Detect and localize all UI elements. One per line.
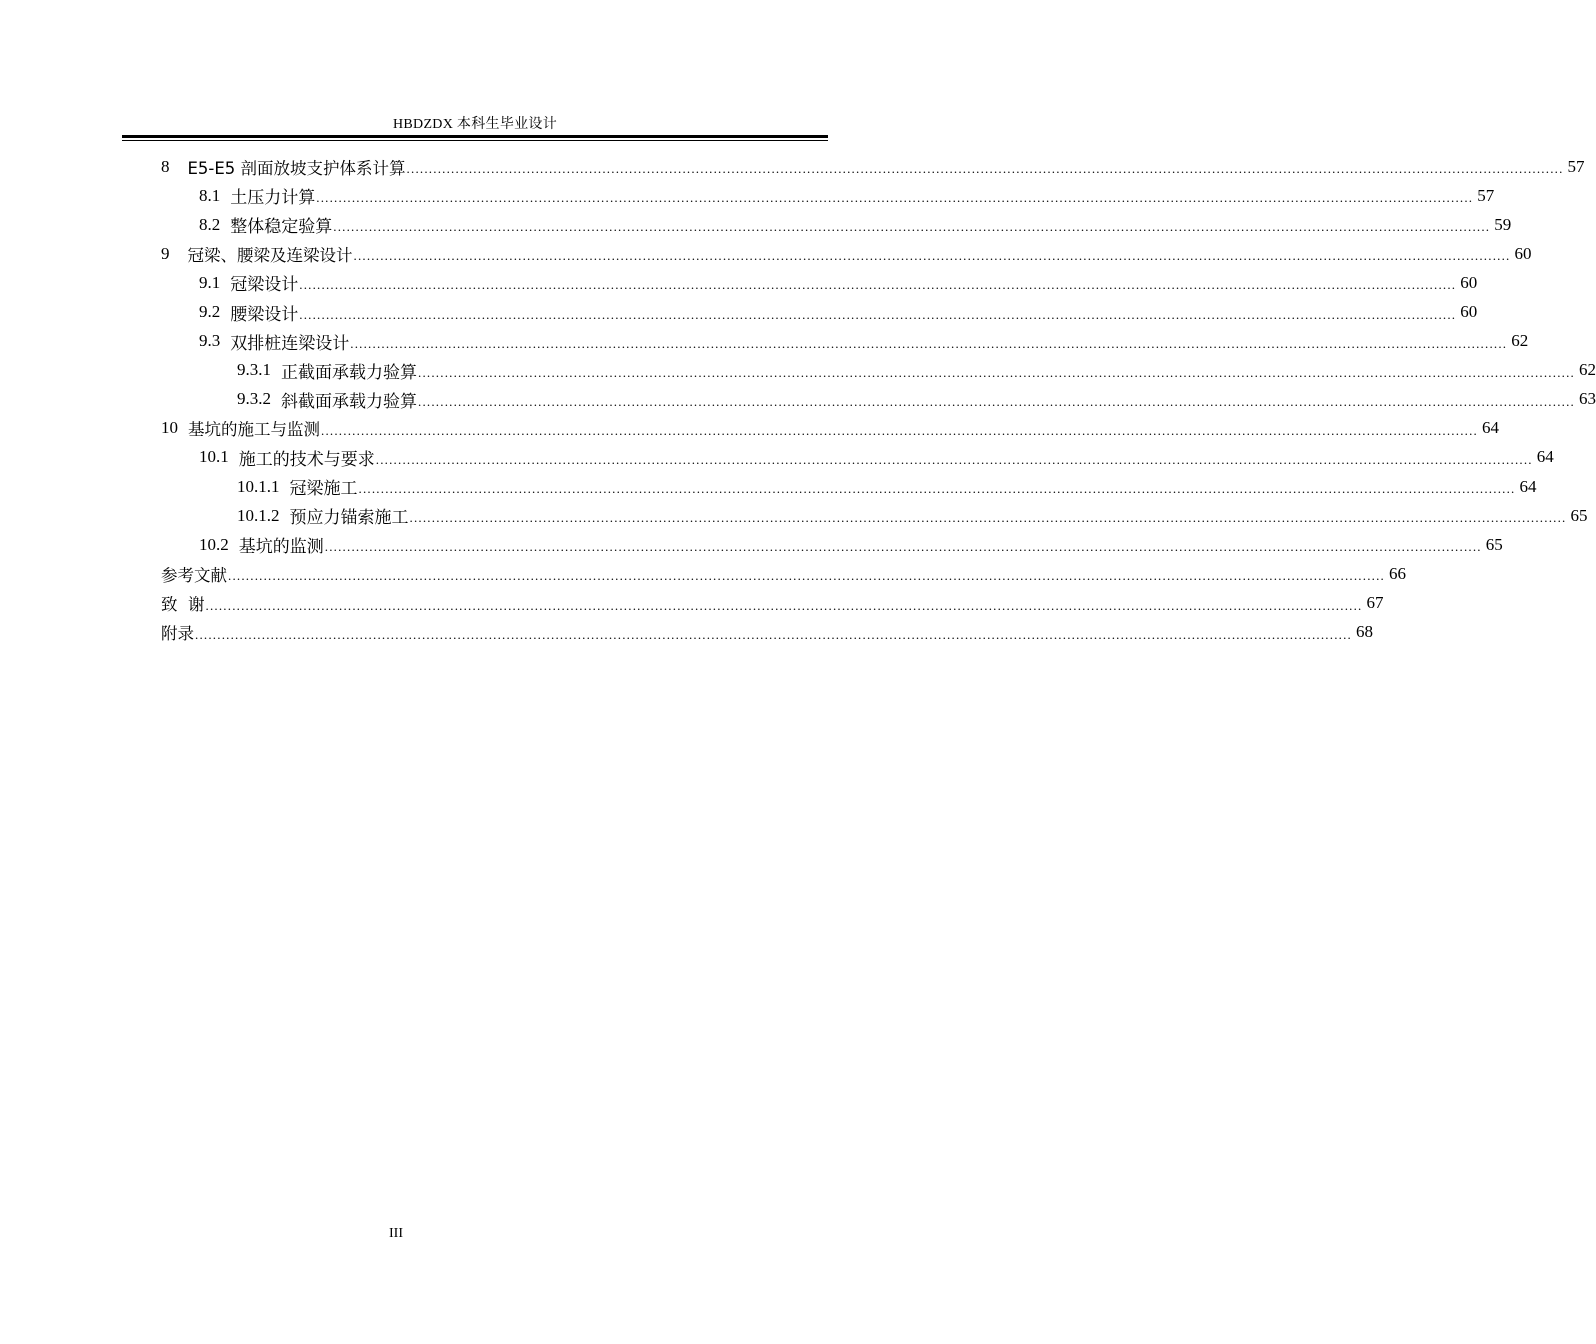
toc-entry[interactable] bbox=[161, 414, 1499, 443]
header-rule-thick bbox=[122, 135, 828, 138]
toc-entry-label: 冠梁、腰梁及连梁设计 bbox=[187, 245, 353, 265]
toc-entry-page: 60 bbox=[1460, 302, 1478, 322]
toc-entry[interactable] bbox=[161, 327, 1529, 356]
toc-entry-page: 60 bbox=[1514, 243, 1532, 263]
toc-entry-number: 8 bbox=[161, 156, 170, 176]
toc-entry-page: 64 bbox=[1482, 418, 1499, 438]
toc-entry-number: 10.1.2 bbox=[237, 505, 280, 525]
toc-entry-label: 整体稳定验算 bbox=[230, 217, 333, 237]
toc-entry[interactable] bbox=[161, 618, 1373, 647]
toc-entry-label: 土压力计算 bbox=[230, 188, 316, 208]
toc-entry-page: 65 bbox=[1485, 534, 1503, 554]
toc-entry-page: 57 bbox=[1567, 156, 1585, 176]
toc-leader-dots: .................................................................................................................................................................................................................................................................... bbox=[316, 190, 1474, 206]
toc-entry-page: 64 bbox=[1536, 447, 1554, 467]
toc-leader-dots: .................................................................................................................................................................................................................................................................... bbox=[350, 335, 1508, 351]
toc-entry-label: E5-E5 剖面放坡支护体系计算 bbox=[187, 158, 406, 178]
toc-entry-label: 施工的技术与要求 bbox=[238, 449, 375, 469]
toc-leader-dots: .................................................................................................................................................................................................................................................................... bbox=[358, 481, 1516, 497]
toc-entry-page: 66 bbox=[1389, 563, 1406, 583]
page-number: III bbox=[389, 1226, 403, 1241]
toc-entry[interactable] bbox=[161, 356, 1596, 385]
toc-entry-page: 64 bbox=[1519, 476, 1537, 496]
toc-leader-dots: .................................................................................................................................................................................................................................................................... bbox=[299, 306, 1457, 322]
toc-entry-number: 10.1.1 bbox=[237, 476, 280, 496]
toc-entry-number: 9.2 bbox=[199, 302, 221, 322]
header-rule-thin bbox=[122, 140, 828, 141]
toc-leader-dots: .................................................................................................................................................................................................................................................................... bbox=[406, 161, 1564, 177]
toc-leader-dots: .................................................................................................................................................................................................................................................................... bbox=[321, 422, 1478, 438]
toc-entry-label: 斜截面承载力验算 bbox=[281, 391, 417, 411]
toc-entry[interactable] bbox=[161, 501, 1588, 530]
toc-entry-label: 正截面承载力验算 bbox=[281, 362, 417, 382]
toc-entry-number: 8.2 bbox=[199, 214, 221, 234]
toc-leader-dots: .................................................................................................................................................................................................................................................................... bbox=[409, 510, 1567, 526]
toc-entry[interactable] bbox=[161, 472, 1537, 501]
toc-entry-label: 双排桩连梁设计 bbox=[230, 333, 350, 353]
toc-leader-dots: .................................................................................................................................................................................................................................................................... bbox=[353, 248, 1511, 264]
toc-entry[interactable] bbox=[161, 443, 1554, 472]
toc-entry-number: 9.3.2 bbox=[237, 389, 271, 409]
page-header-title: HBDZDX 本科生毕业设计 bbox=[392, 117, 558, 132]
toc-entry-page: 67 bbox=[1366, 592, 1384, 612]
toc-leader-dots: .................................................................................................................................................................................................................................................................... bbox=[205, 597, 1363, 613]
toc-entry-label: 腰梁设计 bbox=[230, 304, 299, 324]
toc-leader-dots: .................................................................................................................................................................................................................................................................... bbox=[333, 219, 1491, 235]
table-of-contents bbox=[161, 152, 1596, 647]
toc-leader-dots: .................................................................................................................................................................................................................................................................... bbox=[418, 364, 1575, 380]
toc-leader-dots: .................................................................................................................................................................................................................................................................... bbox=[195, 626, 1352, 642]
toc-entry[interactable] bbox=[161, 385, 1596, 414]
toc-entry-label: 预应力锚索施工 bbox=[289, 508, 409, 528]
toc-entry-page: 63 bbox=[1579, 389, 1596, 409]
toc-entry[interactable] bbox=[161, 297, 1478, 326]
toc-entry[interactable] bbox=[161, 268, 1478, 297]
toc-entry-label: 基坑的监测 bbox=[238, 537, 324, 557]
toc-leader-dots: .................................................................................................................................................................................................................................................................... bbox=[228, 568, 1385, 584]
toc-entry[interactable] bbox=[161, 588, 1384, 617]
toc-entry-number: 10 bbox=[161, 418, 178, 438]
toc-entry[interactable] bbox=[161, 152, 1585, 181]
toc-entry-page: 60 bbox=[1460, 272, 1478, 292]
toc-entry-page: 65 bbox=[1570, 505, 1588, 525]
toc-entry-page: 62 bbox=[1511, 331, 1529, 351]
toc-entry-page: 59 bbox=[1494, 214, 1512, 234]
toc-entry-number: 9.3 bbox=[199, 331, 221, 351]
toc-entry-page: 62 bbox=[1579, 360, 1596, 380]
toc-entry[interactable] bbox=[161, 239, 1532, 268]
toc-entry-page: 57 bbox=[1477, 185, 1495, 205]
toc-entry-number: 9 bbox=[161, 243, 170, 263]
toc-entry-label: 致 谢 bbox=[161, 594, 205, 614]
toc-leader-dots: .................................................................................................................................................................................................................................................................... bbox=[418, 393, 1575, 409]
toc-entry-number: 10.1 bbox=[199, 447, 229, 467]
toc-entry[interactable] bbox=[161, 210, 1512, 239]
toc-entry[interactable] bbox=[161, 530, 1503, 559]
toc-entry-number: 10.2 bbox=[199, 534, 229, 554]
toc-entry-page: 68 bbox=[1356, 622, 1373, 642]
toc-entry[interactable] bbox=[161, 559, 1406, 588]
toc-entry-label: 基坑的施工与监测 bbox=[188, 420, 320, 440]
toc-entry-label: 冠梁施工 bbox=[289, 479, 358, 499]
toc-entry-number: 9.3.1 bbox=[237, 360, 271, 380]
toc-leader-dots: .................................................................................................................................................................................................................................................................... bbox=[299, 277, 1457, 293]
toc-entry-number: 8.1 bbox=[199, 185, 221, 205]
toc-entry[interactable] bbox=[161, 181, 1495, 210]
toc-entry-label: 参考文献 bbox=[161, 565, 227, 585]
toc-entry-label: 附录 bbox=[161, 624, 194, 644]
toc-leader-dots: .................................................................................................................................................................................................................................................................... bbox=[375, 452, 1533, 468]
toc-entry-number: 9.1 bbox=[199, 272, 221, 292]
toc-leader-dots: .................................................................................................................................................................................................................................................................... bbox=[324, 539, 1482, 555]
toc-entry-label: 冠梁设计 bbox=[230, 275, 299, 295]
